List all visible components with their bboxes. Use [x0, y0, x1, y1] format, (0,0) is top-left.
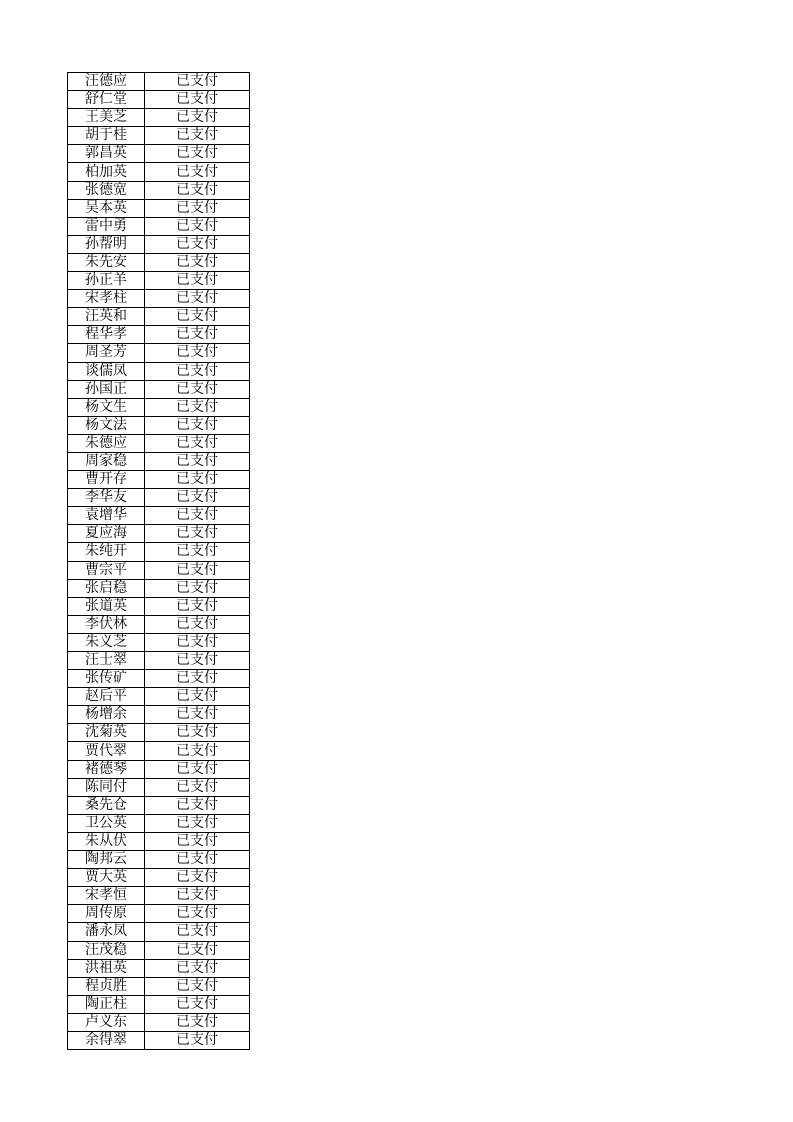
cell-payment-status[interactable]: 已支付	[145, 290, 250, 308]
cell-name[interactable]: 雷中勇	[68, 217, 145, 235]
cell-name[interactable]: 朱先安	[68, 253, 145, 271]
cell-name[interactable]: 谈儒凤	[68, 362, 145, 380]
table-row	[68, 977, 250, 995]
cell-name[interactable]: 李伏林	[68, 615, 145, 633]
cell-name[interactable]: 杨增余	[68, 706, 145, 724]
table-row	[68, 127, 250, 145]
cell-name[interactable]: 孙国正	[68, 380, 145, 398]
table-row	[68, 326, 250, 344]
table-row	[68, 73, 250, 91]
cell-name[interactable]: 陈同付	[68, 778, 145, 796]
table-body	[68, 73, 250, 1050]
cell-name[interactable]: 朱义芝	[68, 633, 145, 651]
table-row	[68, 489, 250, 507]
cell-payment-status[interactable]: 已支付	[145, 760, 250, 778]
cell-payment-status[interactable]: 已支付	[145, 416, 250, 434]
table-row	[68, 145, 250, 163]
cell-payment-status[interactable]: 已支付	[145, 832, 250, 850]
cell-name[interactable]: 程贞胜	[68, 977, 145, 995]
table-row	[68, 923, 250, 941]
cell-payment-status[interactable]: 已支付	[145, 127, 250, 145]
table-row	[68, 199, 250, 217]
table-row	[68, 398, 250, 416]
table-row	[68, 869, 250, 887]
cell-payment-status[interactable]: 已支付	[145, 326, 250, 344]
table-row	[68, 253, 250, 271]
cell-name[interactable]: 宋孝恒	[68, 887, 145, 905]
table-row	[68, 851, 250, 869]
cell-name[interactable]: 孙帮明	[68, 235, 145, 253]
cell-payment-status[interactable]: 已支付	[145, 163, 250, 181]
table-row	[68, 290, 250, 308]
cell-name[interactable]: 汪士翠	[68, 652, 145, 670]
cell-name[interactable]: 张道英	[68, 597, 145, 615]
cell-name[interactable]: 李华友	[68, 489, 145, 507]
cell-payment-status[interactable]: 已支付	[145, 362, 250, 380]
table-row	[68, 416, 250, 434]
cell-name[interactable]: 宋孝柱	[68, 290, 145, 308]
cell-payment-status[interactable]: 已支付	[145, 887, 250, 905]
table-row	[68, 959, 250, 977]
cell-name[interactable]: 余得翠	[68, 1031, 145, 1049]
table-row	[68, 796, 250, 814]
cell-payment-status[interactable]: 已支付	[145, 1013, 250, 1031]
table-row	[68, 814, 250, 832]
cell-name[interactable]: 洪祖英	[68, 959, 145, 977]
cell-payment-status[interactable]: 已支付	[145, 905, 250, 923]
table-row	[68, 1013, 250, 1031]
table-row	[68, 525, 250, 543]
cell-payment-status[interactable]: 已支付	[145, 597, 250, 615]
cell-payment-status[interactable]: 已支付	[145, 941, 250, 959]
table-row	[68, 941, 250, 959]
cell-name[interactable]: 曹宗平	[68, 561, 145, 579]
cell-payment-status[interactable]: 已支付	[145, 145, 250, 163]
cell-payment-status[interactable]: 已支付	[145, 778, 250, 796]
cell-payment-status[interactable]: 已支付	[145, 742, 250, 760]
cell-payment-status[interactable]: 已支付	[145, 814, 250, 832]
table-row	[68, 706, 250, 724]
cell-payment-status[interactable]: 已支付	[145, 489, 250, 507]
cell-payment-status[interactable]: 已支付	[145, 199, 250, 217]
table-row	[68, 109, 250, 127]
cell-name[interactable]: 褚德琴	[68, 760, 145, 778]
cell-payment-status[interactable]: 已支付	[145, 434, 250, 452]
cell-name[interactable]: 周传原	[68, 905, 145, 923]
table-row	[68, 561, 250, 579]
cell-payment-status[interactable]: 已支付	[145, 109, 250, 127]
cell-payment-status[interactable]: 已支付	[145, 235, 250, 253]
cell-payment-status[interactable]: 已支付	[145, 398, 250, 416]
cell-name[interactable]: 孙正羊	[68, 272, 145, 290]
table-row	[68, 163, 250, 181]
table-row	[68, 995, 250, 1013]
table-row	[68, 1031, 250, 1049]
table-row	[68, 362, 250, 380]
table-row	[68, 615, 250, 633]
cell-payment-status[interactable]: 已支付	[145, 579, 250, 597]
table-row	[68, 272, 250, 290]
table-row	[68, 181, 250, 199]
cell-name[interactable]: 袁增华	[68, 507, 145, 525]
table-row	[68, 380, 250, 398]
cell-payment-status[interactable]: 已支付	[145, 652, 250, 670]
table-row	[68, 633, 250, 651]
cell-name[interactable]: 汪英和	[68, 308, 145, 326]
cell-name[interactable]: 胡于桂	[68, 127, 145, 145]
cell-payment-status[interactable]: 已支付	[145, 1031, 250, 1049]
cell-payment-status[interactable]: 已支付	[145, 995, 250, 1013]
cell-name[interactable]: 陶邦云	[68, 851, 145, 869]
cell-payment-status[interactable]: 已支付	[145, 471, 250, 489]
cell-name[interactable]: 沈菊英	[68, 724, 145, 742]
cell-name[interactable]: 卢义东	[68, 1013, 145, 1031]
cell-name[interactable]: 周家稳	[68, 452, 145, 470]
cell-payment-status[interactable]: 已支付	[145, 543, 250, 561]
table-row	[68, 742, 250, 760]
cell-payment-status[interactable]: 已支付	[145, 308, 250, 326]
cell-name[interactable]: 赵后平	[68, 688, 145, 706]
cell-payment-status[interactable]: 已支付	[145, 796, 250, 814]
cell-name[interactable]: 舒仁堂	[68, 91, 145, 109]
cell-name[interactable]: 柏加英	[68, 163, 145, 181]
table-row	[68, 471, 250, 489]
table-row	[68, 91, 250, 109]
cell-payment-status[interactable]: 已支付	[145, 253, 250, 271]
cell-name[interactable]: 朱德应	[68, 434, 145, 452]
cell-name[interactable]: 贾代翠	[68, 742, 145, 760]
table-row	[68, 724, 250, 742]
cell-payment-status[interactable]: 已支付	[145, 181, 250, 199]
cell-payment-status[interactable]: 已支付	[145, 452, 250, 470]
payment-status-table	[67, 72, 250, 1050]
cell-payment-status[interactable]: 已支付	[145, 561, 250, 579]
table-row	[68, 235, 250, 253]
cell-payment-status[interactable]: 已支付	[145, 272, 250, 290]
cell-name[interactable]: 郭昌英	[68, 145, 145, 163]
table-row	[68, 308, 250, 326]
cell-payment-status[interactable]: 已支付	[145, 670, 250, 688]
cell-payment-status[interactable]: 已支付	[145, 507, 250, 525]
table-row	[68, 579, 250, 597]
cell-payment-status[interactable]: 已支付	[145, 615, 250, 633]
cell-name[interactable]: 张启稳	[68, 579, 145, 597]
cell-payment-status[interactable]: 已支付	[145, 73, 250, 91]
table-row	[68, 670, 250, 688]
table-row	[68, 543, 250, 561]
cell-payment-status[interactable]: 已支付	[145, 706, 250, 724]
cell-payment-status[interactable]: 已支付	[145, 525, 250, 543]
table-row	[68, 434, 250, 452]
cell-name[interactable]: 汪德应	[68, 73, 145, 91]
cell-name[interactable]: 卫公英	[68, 814, 145, 832]
cell-name[interactable]: 张传矿	[68, 670, 145, 688]
cell-name[interactable]: 周圣芳	[68, 344, 145, 362]
cell-payment-status[interactable]: 已支付	[145, 977, 250, 995]
cell-payment-status[interactable]: 已支付	[145, 923, 250, 941]
cell-name[interactable]: 王美芝	[68, 109, 145, 127]
cell-payment-status[interactable]: 已支付	[145, 869, 250, 887]
cell-payment-status[interactable]: 已支付	[145, 380, 250, 398]
cell-name[interactable]: 曹开存	[68, 471, 145, 489]
cell-name[interactable]: 程华孝	[68, 326, 145, 344]
cell-payment-status[interactable]: 已支付	[145, 91, 250, 109]
cell-name[interactable]: 潘永凤	[68, 923, 145, 941]
table-row	[68, 688, 250, 706]
table-row	[68, 778, 250, 796]
cell-name[interactable]: 杨文法	[68, 416, 145, 434]
cell-name[interactable]: 桑先仓	[68, 796, 145, 814]
table-row	[68, 905, 250, 923]
cell-payment-status[interactable]: 已支付	[145, 959, 250, 977]
table-row	[68, 652, 250, 670]
cell-name[interactable]: 陶正柱	[68, 995, 145, 1013]
cell-payment-status[interactable]: 已支付	[145, 851, 250, 869]
cell-name[interactable]: 朱从伏	[68, 832, 145, 850]
cell-name[interactable]: 吴本英	[68, 199, 145, 217]
cell-payment-status[interactable]: 已支付	[145, 344, 250, 362]
table-row	[68, 832, 250, 850]
cell-payment-status[interactable]: 已支付	[145, 688, 250, 706]
cell-name[interactable]: 夏应海	[68, 525, 145, 543]
table-row	[68, 452, 250, 470]
cell-name[interactable]: 杨文生	[68, 398, 145, 416]
cell-name[interactable]: 汪茂稳	[68, 941, 145, 959]
cell-name[interactable]: 贾大英	[68, 869, 145, 887]
table-row	[68, 887, 250, 905]
cell-payment-status[interactable]: 已支付	[145, 217, 250, 235]
table-row	[68, 344, 250, 362]
table-row	[68, 507, 250, 525]
cell-payment-status[interactable]: 已支付	[145, 633, 250, 651]
cell-name[interactable]: 张德宽	[68, 181, 145, 199]
table-row	[68, 597, 250, 615]
cell-name[interactable]: 朱纯开	[68, 543, 145, 561]
cell-payment-status[interactable]: 已支付	[145, 724, 250, 742]
table-row	[68, 217, 250, 235]
table-row	[68, 760, 250, 778]
